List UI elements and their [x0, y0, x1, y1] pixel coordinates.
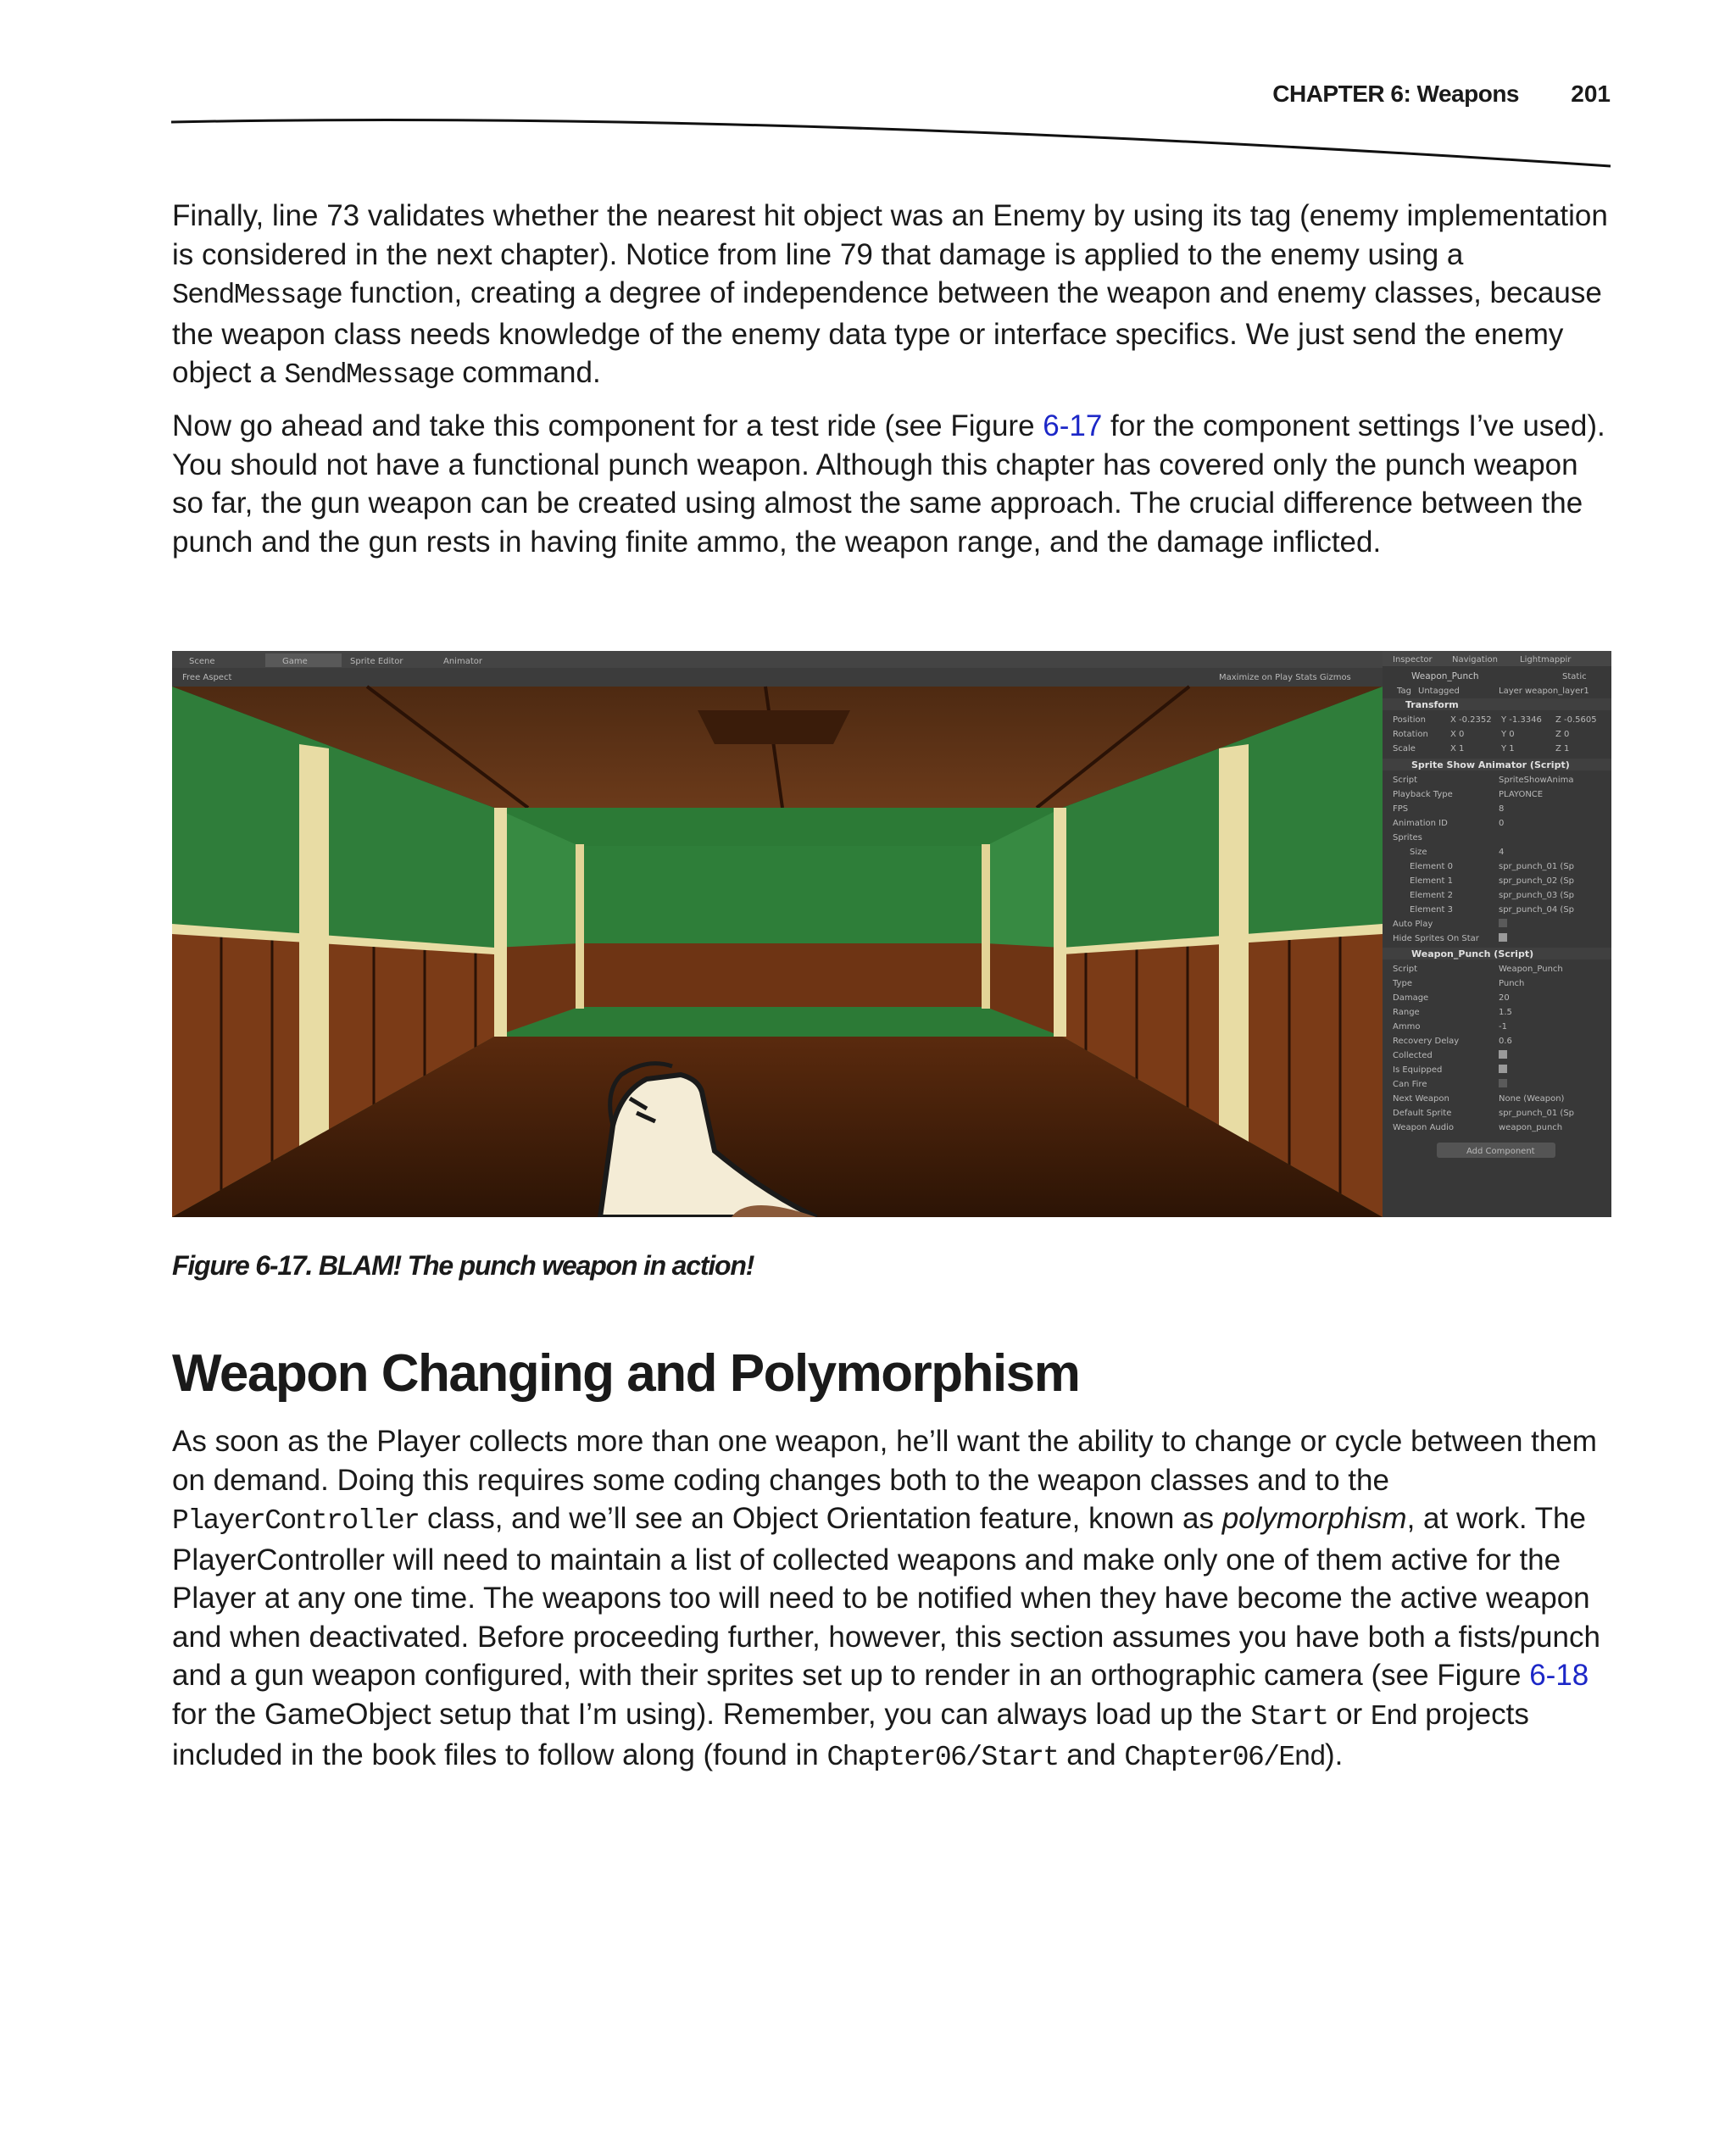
- rotation-label: Rotation: [1393, 730, 1428, 739]
- field-label: Playback Type: [1393, 790, 1453, 799]
- element-value[interactable]: spr_punch_01 (Sp: [1499, 862, 1575, 871]
- auto-play-label: Auto Play: [1393, 920, 1433, 929]
- layer-dropdown[interactable]: weapon_layer1: [1525, 687, 1589, 696]
- element-label: Element 1: [1410, 876, 1453, 886]
- field-label: Next Weapon: [1393, 1094, 1449, 1104]
- figure-link-6-18[interactable]: 6-18: [1529, 1659, 1589, 1692]
- tab-lightmapping[interactable]: Lightmappir: [1520, 655, 1572, 665]
- field-value[interactable]: 0: [1499, 819, 1505, 828]
- rotation-z[interactable]: Z 0: [1555, 730, 1570, 739]
- text-run: and: [1058, 1738, 1125, 1771]
- field-value[interactable]: 0.6: [1499, 1037, 1512, 1046]
- text-run: or: [1327, 1697, 1371, 1731]
- code-path-start: Chapter06/Start: [826, 1742, 1059, 1773]
- size-label: Size: [1410, 848, 1427, 857]
- code-playercontroller: PlayerController: [172, 1505, 420, 1537]
- game-toolbar-buttons[interactable]: Maximize on Play Stats Gizmos: [1219, 673, 1351, 682]
- rotation-x[interactable]: X 0: [1450, 730, 1465, 739]
- scale-x[interactable]: X 1: [1450, 744, 1465, 754]
- field-value[interactable]: 1.5: [1499, 1008, 1512, 1017]
- paragraph-2: [172, 407, 1613, 561]
- position-x[interactable]: X -0.2352: [1450, 715, 1492, 725]
- layer-label: Layer: [1499, 687, 1522, 696]
- static-toggle[interactable]: Static: [1562, 672, 1587, 681]
- code-start: Start: [1250, 1700, 1328, 1732]
- tag-label: Tag: [1397, 687, 1411, 696]
- element-value[interactable]: spr_punch_03 (Sp: [1499, 891, 1575, 900]
- figure-link-6-17[interactable]: 6-17: [1043, 409, 1103, 442]
- tab-animator[interactable]: Animator: [443, 657, 482, 666]
- tab-game[interactable]: Game: [282, 657, 308, 666]
- can-fire-label: Can Fire: [1393, 1080, 1427, 1089]
- auto-play-checkbox[interactable]: [1499, 919, 1507, 927]
- field-label: Recovery Delay: [1393, 1037, 1460, 1046]
- element-label: Element 3: [1410, 905, 1453, 915]
- section-heading: Weapon Changing and Polymorphism: [172, 1344, 1080, 1403]
- hide-sprites-checkbox[interactable]: [1499, 933, 1507, 942]
- tab-inspector[interactable]: Inspector: [1393, 655, 1433, 665]
- add-component-label: Add Component: [1466, 1147, 1535, 1156]
- text-run: class, and we’ll see an Object Orientation feature, known as: [419, 1502, 1222, 1535]
- text-run: , at work. The PlayerController will need to maintain a list of collected weapons and make only one of them active for the Player at any one time. The weapons too will need to be notified when they have become the active weapon and when deactivated. Before proceeding further, however, this section assumes you have both a fists/punch and a gun weapon configured, with their sprites set up to render in an orthographic camera (see Figure: [172, 1502, 1600, 1692]
- emphasis-polymorphism: polymorphism: [1221, 1502, 1407, 1535]
- page-number: 201: [1571, 81, 1611, 107]
- field-value[interactable]: -1: [1499, 1022, 1507, 1032]
- text-run: As soon as the Player collects more than one weapon, he’ll want the ability to change or cycle between them on demand. Doing this requires some coding changes both to the weapon classes and to the: [172, 1425, 1597, 1497]
- transform-header[interactable]: Transform: [1405, 699, 1459, 710]
- code-sendmessage: SendMessage: [284, 359, 454, 391]
- field-label: Default Sprite: [1393, 1109, 1452, 1118]
- field-label: Range: [1393, 1008, 1420, 1017]
- tab-navigation[interactable]: Navigation: [1452, 655, 1498, 665]
- code-end: End: [1370, 1700, 1417, 1732]
- code-path-end: Chapter06/End: [1124, 1742, 1326, 1773]
- field-label: Ammo: [1393, 1022, 1421, 1032]
- position-label: Position: [1393, 715, 1426, 725]
- field-value[interactable]: Punch: [1499, 979, 1525, 988]
- field-value[interactable]: spr_punch_01 (Sp: [1499, 1109, 1575, 1118]
- element-label: Element 0: [1410, 862, 1453, 871]
- field-label: Animation ID: [1393, 819, 1448, 828]
- chapter-label: CHAPTER 6: Weapons: [1272, 81, 1519, 107]
- text-run: for the component settings I’ve used). You should not have a functional punch weapon. Although this chapter has covered only the punch weapon so far, the gun weapon can be created using almost the same approach. The crucial difference between the punch and the gun rests in having finite ammo, the weapon range, and the damage inflicted.: [172, 409, 1605, 559]
- field-value[interactable]: None (Weapon): [1499, 1094, 1565, 1104]
- position-y[interactable]: Y -1.3346: [1501, 715, 1542, 725]
- paragraph-1: [172, 197, 1613, 395]
- field-label: Weapon Audio: [1393, 1123, 1454, 1132]
- tag-dropdown[interactable]: Untagged: [1418, 687, 1460, 696]
- text-run: Now go ahead and take this component for a test ride (see Figure: [172, 409, 1043, 442]
- element-value[interactable]: spr_punch_02 (Sp: [1499, 876, 1575, 886]
- weapon-punch-header[interactable]: Weapon_Punch (Script): [1411, 948, 1534, 959]
- field-label: FPS: [1393, 804, 1409, 814]
- is-equipped-checkbox[interactable]: [1499, 1065, 1507, 1073]
- collected-label: Collected: [1393, 1051, 1433, 1060]
- paragraph-3: [172, 1422, 1613, 1777]
- size-value[interactable]: 4: [1499, 848, 1505, 857]
- collected-checkbox[interactable]: [1499, 1050, 1507, 1059]
- field-label: Script: [1393, 965, 1418, 974]
- field-label: Script: [1393, 776, 1418, 785]
- field-label: Damage: [1393, 993, 1429, 1003]
- position-z[interactable]: Z -0.5605: [1555, 715, 1597, 725]
- aspect-dropdown[interactable]: Free Aspect: [182, 673, 232, 682]
- field-value[interactable]: SpriteShowAnima: [1499, 776, 1574, 785]
- text-run: for the GameObject setup that I’m using). Remember, you can always load up the: [172, 1697, 1251, 1731]
- tab-scene[interactable]: Scene: [189, 657, 215, 666]
- is-equipped-label: Is Equipped: [1393, 1065, 1443, 1075]
- sprite-animator-header[interactable]: Sprite Show Animator (Script): [1411, 759, 1570, 770]
- hide-sprites-label: Hide Sprites On Star: [1393, 934, 1479, 943]
- element-value[interactable]: spr_punch_04 (Sp: [1499, 905, 1575, 915]
- running-header: [1221, 81, 1611, 114]
- code-sendmessage: SendMessage: [172, 280, 342, 311]
- scale-z[interactable]: Z 1: [1555, 744, 1570, 754]
- scale-y[interactable]: Y 1: [1501, 744, 1515, 754]
- rotation-y[interactable]: Y 0: [1501, 730, 1515, 739]
- field-value[interactable]: 8: [1499, 804, 1505, 814]
- text-run: function, creating a degree of independence between the weapon and enemy classes, because the weapon class needs knowledge of the enemy data type or interface specifics. We just send the enemy object a: [172, 276, 1602, 389]
- header-rule: [170, 110, 1612, 170]
- text-run: command.: [453, 356, 601, 389]
- figure-6-17-screenshot: [172, 651, 1611, 1217]
- element-label: Element 2: [1410, 891, 1453, 900]
- scale-label: Scale: [1393, 744, 1416, 754]
- text-run: Finally, line 73 validates whether the nearest hit object was an Enemy by using its tag (enemy implementation is considered in the next chapter). Notice from line 79 that damage is applied to the enemy using a: [172, 199, 1608, 271]
- text-run: projects included in the book files to follow along (found in: [172, 1697, 1529, 1771]
- field-value[interactable]: weapon_punch: [1499, 1123, 1563, 1132]
- can-fire-checkbox[interactable]: [1499, 1079, 1507, 1087]
- field-value[interactable]: PLAYONCE: [1499, 790, 1544, 799]
- field-value[interactable]: 20: [1499, 993, 1510, 1003]
- figure-caption: Figure 6-17. BLAM! The punch weapon in action!: [172, 1250, 754, 1281]
- inspector-panel: [1383, 651, 1611, 1217]
- sprites-foldout[interactable]: Sprites: [1393, 833, 1422, 842]
- field-value[interactable]: Weapon_Punch: [1499, 965, 1563, 974]
- tab-sprite-editor[interactable]: Sprite Editor: [350, 657, 403, 666]
- game-view: [172, 687, 1383, 1217]
- unity-editor-illustration: [172, 651, 1611, 1217]
- text-run: ).: [1325, 1738, 1344, 1771]
- field-label: Type: [1393, 979, 1412, 988]
- object-name[interactable]: Weapon_Punch: [1411, 671, 1479, 681]
